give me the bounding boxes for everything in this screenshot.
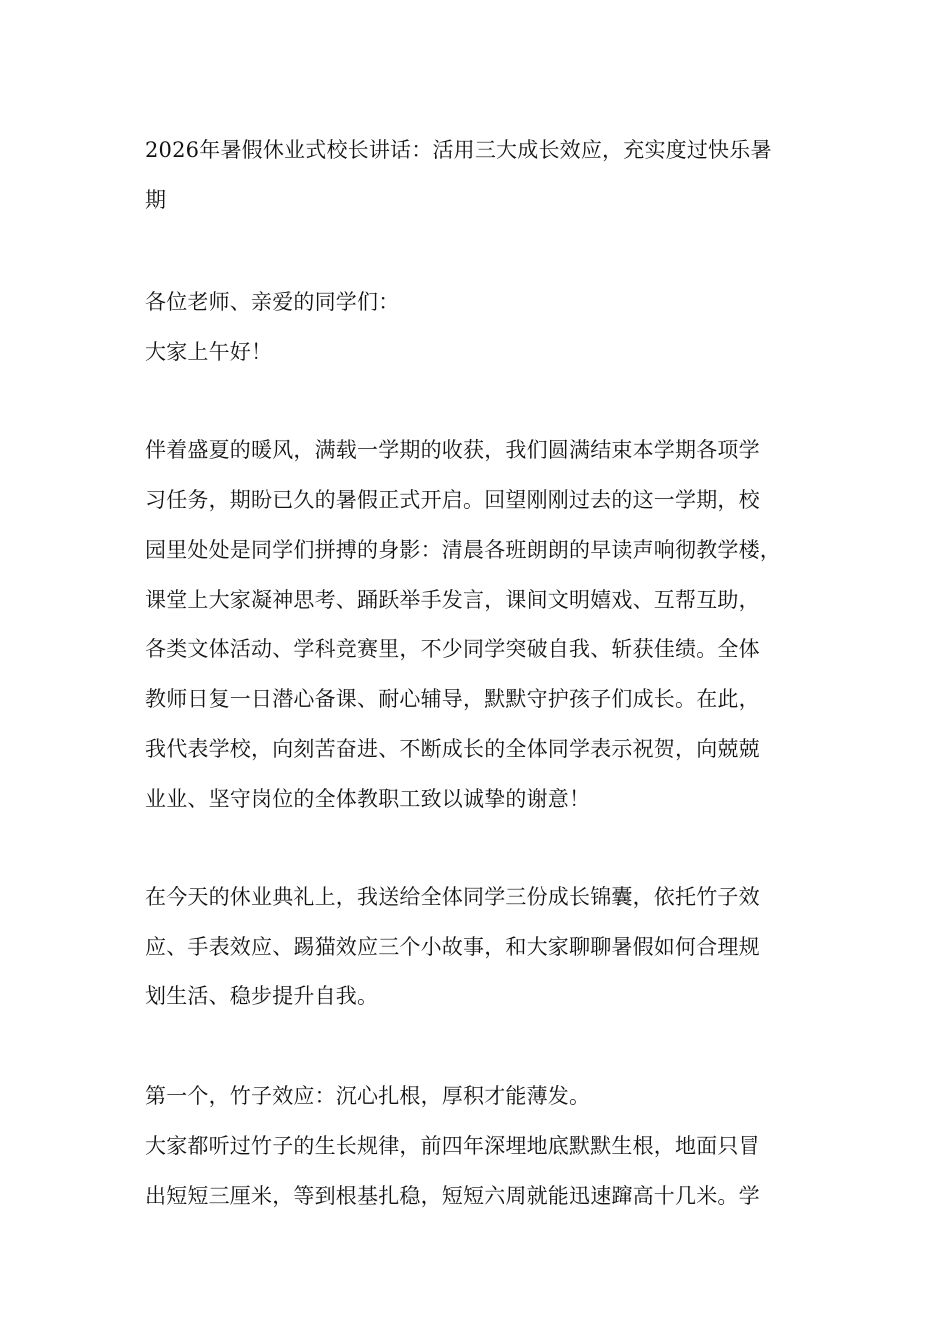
paragraph-2-line: 划生活、稳步提升自我。 [145, 984, 379, 1008]
paragraph-1-line: 园里处处是同学们拼搏的身影：清晨各班朗朗的早读声响彻教学楼， [145, 538, 781, 562]
section-1-line: 出短短三厘米，等到根基扎稳，短短六周就能迅速蹿高十几米。学 [145, 1184, 760, 1208]
section-1-heading: 第一个，竹子效应：沉心扎根，厚积才能薄发。 [145, 1084, 591, 1108]
paragraph-1-line: 我代表学校，向刻苦奋进、不断成长的全体同学表示祝贺，向兢兢 [145, 737, 760, 761]
paragraph-1-line: 业业、坚守岗位的全体教职工致以诚挚的谢意！ [145, 787, 591, 811]
paragraph-1-line: 教师日复一日潜心备课、耐心辅导，默默守护孩子们成长。在此， [145, 687, 760, 711]
paragraph-2-line: 应、手表效应、踢猫效应三个小故事，和大家聊聊暑假如何合理规 [145, 935, 760, 959]
document-title-line-2: 期 [145, 188, 167, 212]
document-title-line-1: 2026年暑假休业式校长讲话：活用三大成长效应，充实度过快乐暑 [145, 138, 772, 162]
paragraph-1-line: 伴着盛夏的暖风，满载一学期的收获，我们圆满结束本学期各项学 [145, 438, 760, 462]
paragraph-1-line: 各类文体活动、学科竞赛里，不少同学突破自我、斩获佳绩。全体 [145, 637, 760, 661]
paragraph-1-line: 习任务，期盼已久的暑假正式开启。回望刚刚过去的这一学期，校 [145, 488, 760, 512]
salutation: 大家上午好！ [145, 340, 273, 364]
greeting: 各位老师、亲爱的同学们： [145, 290, 400, 314]
paragraph-1-line: 课堂上大家凝神思考、踊跃举手发言，课间文明嬉戏、互帮互助， [145, 588, 760, 612]
section-1-line: 大家都听过竹子的生长规律，前四年深埋地底默默生根，地面只冒 [145, 1134, 760, 1158]
paragraph-2-line: 在今天的休业典礼上，我送给全体同学三份成长锦囊，依托竹子效 [145, 885, 760, 909]
